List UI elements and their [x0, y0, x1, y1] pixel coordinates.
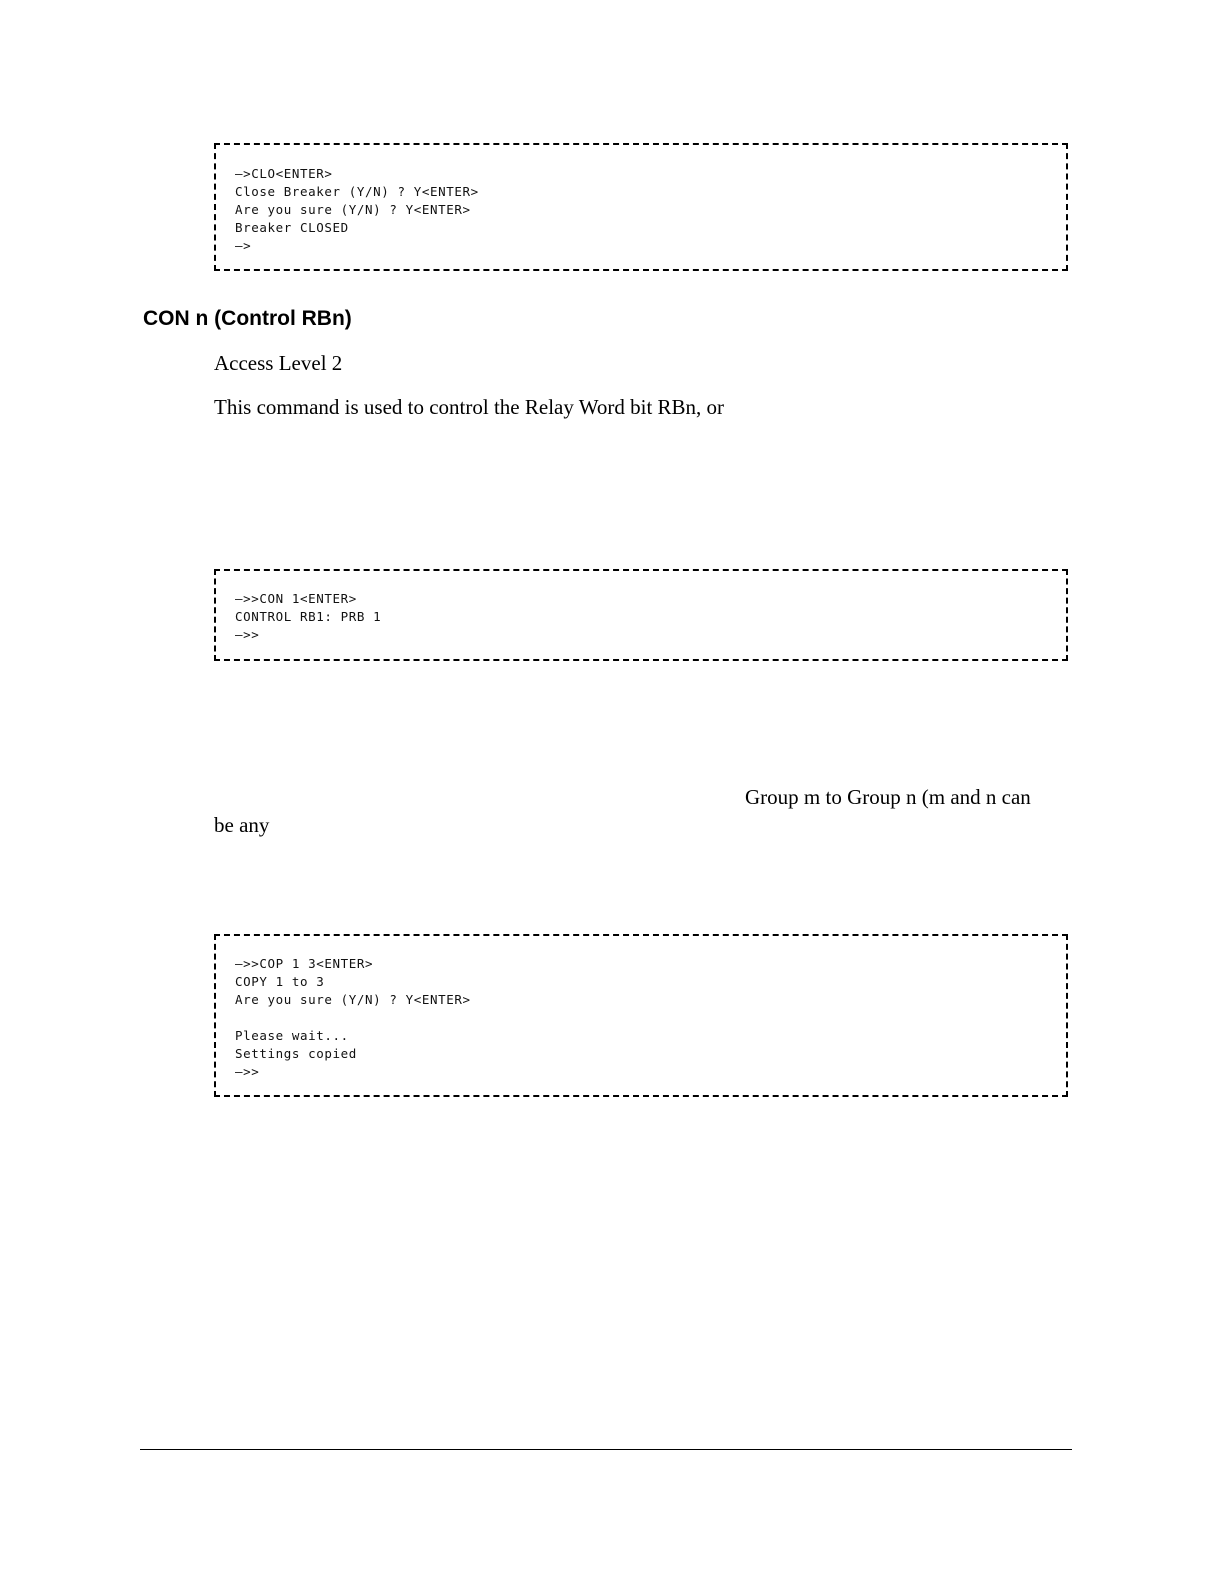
- terminal-line: [235, 1009, 1066, 1027]
- terminal-line: Are you sure (Y/N) ? Y<ENTER>: [235, 992, 471, 1007]
- terminal-line: —>>: [235, 627, 260, 642]
- terminal-line: —>>: [235, 1064, 260, 1079]
- terminal-line: —>: [235, 238, 252, 253]
- terminal-line: —>CLO<ENTER>: [235, 166, 333, 181]
- terminal-line: CONTROL RB1: PRB 1: [235, 609, 382, 624]
- terminal-line: Please wait...: [235, 1028, 349, 1043]
- terminal-line: Close Breaker (Y/N) ? Y<ENTER>: [235, 184, 479, 199]
- footer-divider: [140, 1449, 1072, 1450]
- terminal-line: Settings copied: [235, 1046, 357, 1061]
- copy-description-line1: Group m to Group n (m and n can: [745, 785, 1031, 809]
- terminal-control-rb: [214, 569, 1068, 661]
- terminal-close-breaker: [214, 143, 1068, 271]
- terminal-copy-settings: [214, 934, 1068, 1097]
- command-description: This command is used to control the Relay Word bit RBn, or: [214, 395, 725, 419]
- section-heading-con: CON n (Control RBn): [143, 307, 352, 330]
- access-level-text: Access Level 2: [214, 351, 343, 375]
- terminal-line: COPY 1 to 3: [235, 974, 325, 989]
- terminal-line: —>>CON 1<ENTER>: [235, 591, 357, 606]
- terminal-line: —>>COP 1 3<ENTER>: [235, 956, 374, 971]
- copy-description-line2: be any: [214, 813, 270, 837]
- terminal-line: Breaker CLOSED: [235, 220, 349, 235]
- terminal-line: Are you sure (Y/N) ? Y<ENTER>: [235, 202, 471, 217]
